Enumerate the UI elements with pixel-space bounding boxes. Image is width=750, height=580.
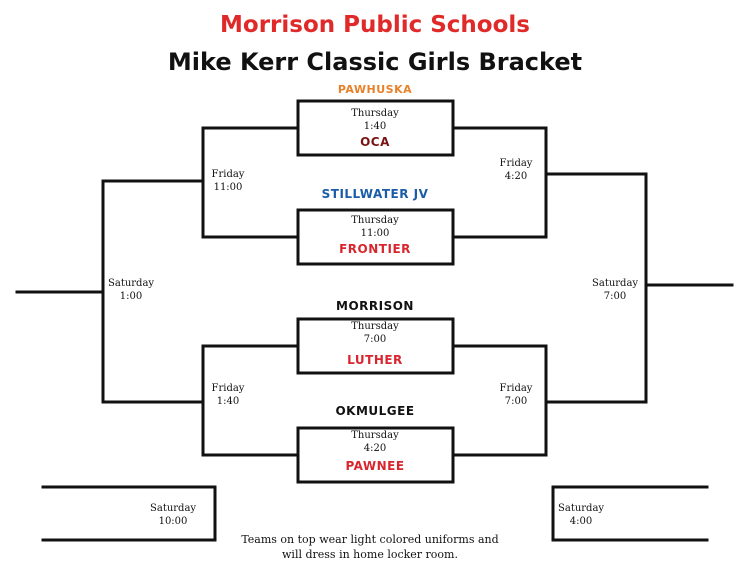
semi-right-top-day: Friday [499,158,533,169]
final-left-time [108,277,154,303]
team-pawhuska: PAWHUSKA [337,83,413,96]
game-4-time [330,429,420,455]
team-stillwater-jv: STILLWATER JV [321,187,429,201]
school-title: Morrison Public Schools [220,12,530,38]
placement-right-time [558,502,604,528]
team-luther: LUTHER [347,353,403,367]
placement-right-clock: 4:00 [569,516,593,527]
team-oca: OCA [360,135,390,149]
final-right-day: Saturday [592,278,639,289]
semi-left-top-day: Friday [211,169,245,180]
placement-left-time [150,502,196,528]
semi-right-bottom-time [494,382,538,408]
game-3-clock: 7:00 [363,334,387,345]
final-right-clock: 7:00 [603,291,627,302]
final-right-time [592,277,638,303]
semi-left-top-clock: 11:00 [213,182,243,193]
placement-right-day: Saturday [558,503,605,514]
game-3-day: Thursday [351,321,399,332]
game-4-clock: 4:20 [363,443,387,454]
game-2-day: Thursday [351,215,399,226]
team-morrison: MORRISON [336,299,414,313]
game-3-time [330,320,420,346]
final-left-clock: 1:00 [119,291,143,302]
semi-left-bottom-time [206,382,250,408]
final-left-day: Saturday [108,278,155,289]
game-4-day: Thursday [351,430,399,441]
placement-left-clock: 10:00 [158,516,188,527]
semi-left-bottom-day: Friday [211,383,245,394]
semi-right-bottom-clock: 7:00 [504,396,528,407]
semi-left-bottom-clock: 1:40 [216,396,240,407]
team-frontier: FRONTIER [339,242,411,256]
game-1-time [330,107,420,133]
semi-right-bottom-day: Friday [499,383,533,394]
placement-left-day: Saturday [150,503,197,514]
game-2-clock: 11:00 [360,228,390,239]
game-1-day: Thursday [351,108,399,119]
semi-left-top-time [206,168,250,194]
game-1-clock: 1:40 [363,121,387,132]
bracket-title: Mike Kerr Classic Girls Bracket [167,48,583,76]
semi-right-top-time [494,157,538,183]
team-pawnee: PAWNEE [345,459,405,473]
team-okmulgee: OKMULGEE [335,404,415,418]
semi-right-top-clock: 4:20 [504,171,528,182]
uniform-note: Teams on top wear light colored uniforms and will dress in home locker room. [241,533,499,561]
game-2-time [330,214,420,240]
